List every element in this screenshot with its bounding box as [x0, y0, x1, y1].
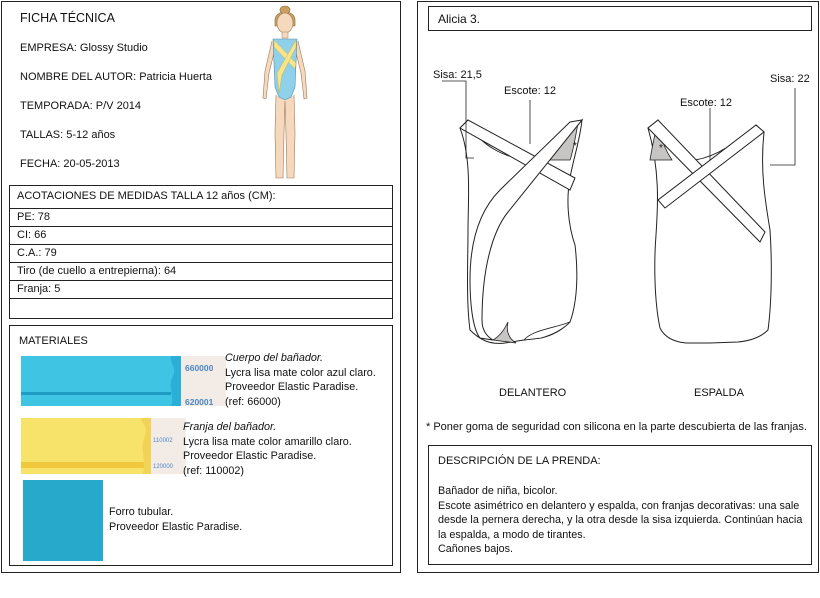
- model-figure-illustration: [255, 3, 315, 185]
- measure-row-ca: C.A.: 79: [10, 244, 392, 262]
- measures-box: [9, 185, 393, 319]
- description-box: [428, 445, 812, 565]
- swatch-tag-bottom: 620001: [185, 397, 214, 406]
- materials-box: [9, 325, 393, 566]
- material-cuerpo-text: [225, 351, 376, 409]
- description-line: Cañones bajos.: [438, 543, 514, 555]
- fabric-swatch-lining: [23, 480, 103, 561]
- model-name: Alicia 3.: [438, 12, 481, 26]
- model-name-box: [428, 6, 812, 31]
- fabric-swatch-blue: [21, 356, 226, 406]
- measure-label-sisa-front: Sisa: 21,5: [433, 69, 482, 81]
- measure-row-pe: PE: 78: [10, 208, 392, 226]
- season-line: TEMPORADA: P/V 2014: [20, 100, 142, 112]
- safety-note: * Poner goma de seguridad con silicona en la parte descubierta de las franjas.: [426, 421, 807, 433]
- sizes-line: TALLAS: 5-12 años: [20, 129, 116, 141]
- company-line: EMPRESA: Glossy Studio: [20, 42, 148, 54]
- description-text: [438, 484, 802, 557]
- sheet-title: FICHA TÉCNICA: [20, 11, 115, 25]
- description-line: Bañador de niña, bicolor.: [438, 485, 558, 497]
- measure-row-tiro: Tiro (de cuello a entrepierna): 64: [10, 262, 392, 280]
- swatch-tag-top: 660000: [185, 363, 214, 373]
- material-franja-line: Lycra lisa mate color amarillo claro.: [183, 435, 352, 448]
- material-forro-text: [109, 505, 242, 534]
- technical-drawing-front-back: [420, 60, 816, 360]
- materials-heading: MATERIALES: [19, 335, 88, 347]
- material-forro-line: Proveedor Elastic Paradise.: [109, 520, 243, 533]
- material-cuerpo-title: Cuerpo del bañador.: [225, 352, 324, 364]
- description-line: la espalda, a modo de tirantes.: [438, 528, 586, 541]
- measure-row-franja: Franja: 5: [10, 280, 392, 298]
- measure-label-escote-front: Escote: 12: [504, 85, 556, 97]
- label-espalda: ESPALDA: [694, 387, 744, 399]
- measure-label-sisa-back: Sisa: 22: [770, 73, 810, 85]
- description-line: desde la pernera derecha, y la otra desde la sisa izquierda. Continúan hacia: [438, 514, 803, 526]
- label-delantero: DELANTERO: [499, 387, 567, 399]
- asterisk-mark-front: *: [573, 141, 577, 152]
- measure-label-escote-back: Escote: 12: [680, 97, 732, 109]
- swatch-tag-top: 110002: [153, 438, 173, 444]
- material-franja-text: [183, 420, 352, 478]
- material-franja-line: Proveedor Elastic Paradise.: [183, 450, 317, 462]
- author-line: NOMBRE DEL AUTOR: Patricia Huerta: [20, 71, 212, 83]
- fabric-swatch-yellow: [21, 418, 186, 474]
- material-cuerpo-line: Lycra lisa mate color azul claro.: [225, 366, 376, 379]
- date-line: FECHA: 20-05-2013: [20, 158, 120, 170]
- material-franja-title: Franja del bañador.: [183, 421, 277, 433]
- measures-heading: ACOTACIONES DE MEDIDAS TALLA 12 años (CM):: [17, 190, 276, 202]
- description-heading: DESCRIPCIÓN DE LA PRENDA:: [438, 455, 601, 467]
- asterisk-mark-back: *: [659, 143, 663, 154]
- material-cuerpo-line: (ref: 66000): [225, 395, 281, 408]
- material-cuerpo-line: Proveedor Elastic Paradise.: [225, 381, 359, 393]
- material-franja-line: (ref: 110002): [183, 464, 245, 477]
- swatch-tag-bottom: 120000: [153, 464, 174, 470]
- description-line: Escote asimétrico en delantero y espalda, con franjas decorativas: una sale: [438, 499, 800, 512]
- material-forro-line: Forro tubular.: [109, 506, 174, 518]
- measure-row-empty: [10, 298, 392, 299]
- measure-row-ci: CI: 66: [10, 226, 392, 244]
